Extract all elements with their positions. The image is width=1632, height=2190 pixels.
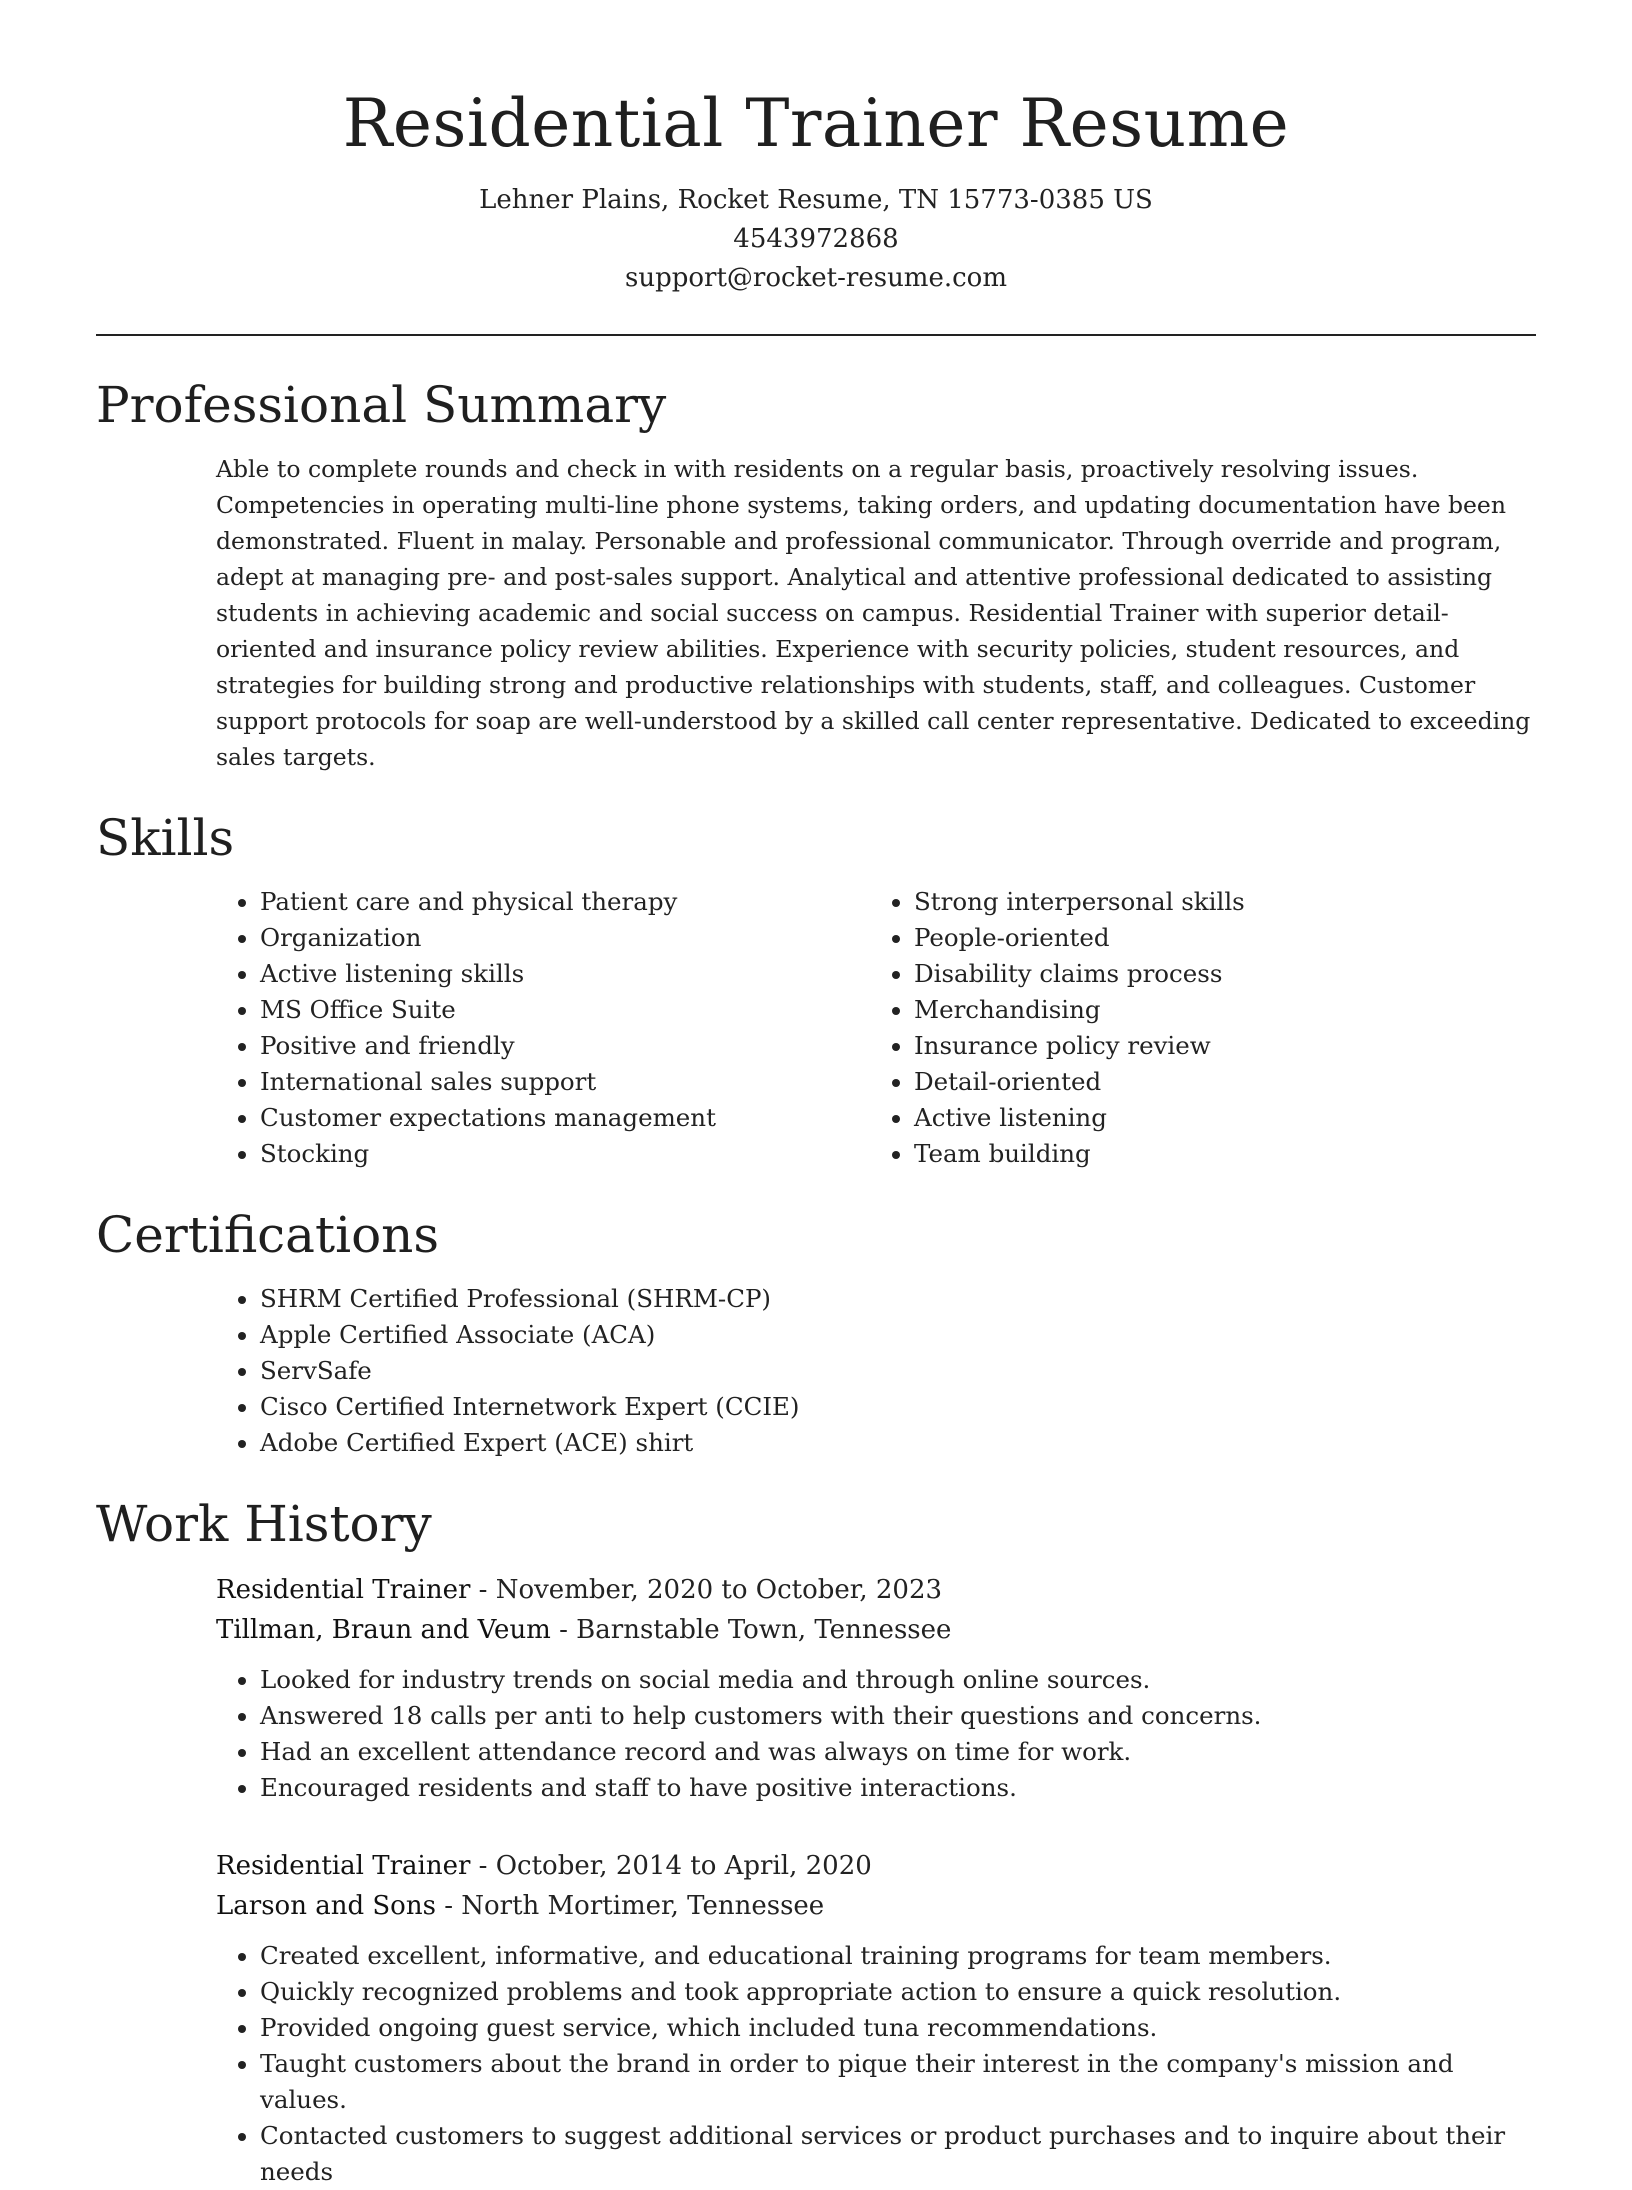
job-dates: October, 2014 to April, 2020 bbox=[495, 1851, 872, 1882]
certifications-list bbox=[96, 1281, 1536, 1461]
job-bullet: • Quickly recognized problems and took appropriate action to ensure a quick resolution. bbox=[260, 1974, 1536, 2010]
job-title: Residential Trainer bbox=[216, 1851, 471, 1882]
skills-heading: Skills bbox=[96, 809, 235, 868]
job-bullet: • Provided ongoing guest service, which included tuna recommendations. bbox=[260, 2010, 1536, 2046]
separator: - bbox=[444, 1891, 462, 1922]
certification-item: • SHRM Certified Professional (SHRM-CP) bbox=[260, 1281, 1536, 1317]
skill-item: • Insurance policy review bbox=[914, 1028, 1245, 1064]
job-location: North Mortimer, Tennessee bbox=[461, 1891, 825, 1922]
skill-item: • Merchandising bbox=[914, 992, 1245, 1028]
separator: - bbox=[478, 1851, 496, 1882]
skill-item: • Positive and friendly bbox=[260, 1028, 746, 1064]
skills-column-left bbox=[96, 884, 746, 1172]
skill-item: • International sales support bbox=[260, 1064, 746, 1100]
resume-page bbox=[96, 0, 1536, 2190]
page-title: Residential Trainer Resume bbox=[342, 85, 1290, 162]
job-title-line bbox=[216, 1570, 1536, 1610]
skill-item: • Organization bbox=[260, 920, 746, 956]
job-title: Residential Trainer bbox=[216, 1575, 471, 1606]
certification-item: • ServSafe bbox=[260, 1353, 1536, 1389]
skills-column-right bbox=[746, 884, 1245, 1172]
separator: - bbox=[559, 1615, 577, 1646]
job-bullet: • Created excellent, informative, and educational training programs for team members. bbox=[260, 1938, 1536, 1974]
job-company: Larson and Sons bbox=[216, 1891, 436, 1922]
skill-item: • Team building bbox=[914, 1136, 1245, 1172]
job-company: Tillman, Braun and Veum bbox=[216, 1615, 551, 1646]
separator: - bbox=[478, 1575, 496, 1606]
work-history-heading: Work History bbox=[96, 1495, 432, 1554]
summary-heading: Professional Summary bbox=[96, 376, 667, 435]
job-bullet: • Answered 18 calls per anti to help customers with their questions and concerns. bbox=[260, 1698, 1536, 1734]
job-title-line bbox=[216, 1846, 1536, 1886]
job-entry bbox=[216, 1570, 1536, 1806]
skill-item: • Customer expectations management bbox=[260, 1100, 746, 1136]
header-divider bbox=[96, 334, 1536, 336]
contact-block bbox=[96, 181, 1536, 298]
job-bullet: • Encouraged residents and staff to have positive interactions. bbox=[260, 1770, 1536, 1806]
certifications-heading: Certifications bbox=[96, 1206, 440, 1265]
job-dates: November, 2020 to October, 2023 bbox=[495, 1575, 943, 1606]
job-company-line bbox=[216, 1886, 1536, 1926]
job-bullet: • Looked for industry trends on social media and through online sources. bbox=[260, 1662, 1536, 1698]
skill-item: • Active listening skills bbox=[260, 956, 746, 992]
certification-item: • Apple Certified Associate (ACA) bbox=[260, 1317, 1536, 1353]
skill-item: • Stocking bbox=[260, 1136, 746, 1172]
skill-item: • Strong interpersonal skills bbox=[914, 884, 1245, 920]
skill-item: • Patient care and physical therapy bbox=[260, 884, 746, 920]
address-text: Lehner Plains, Rocket Resume, TN 15773-0385 US bbox=[479, 185, 1153, 216]
job-bullet: • Taught customers about the brand in order to pique their interest in the company's mission and values. bbox=[260, 2046, 1536, 2118]
job-bullets bbox=[216, 1662, 1536, 1806]
skill-item: • MS Office Suite bbox=[260, 992, 746, 1028]
skill-item: • People-oriented bbox=[914, 920, 1245, 956]
skill-item: • Detail-oriented bbox=[914, 1064, 1245, 1100]
certification-item: • Cisco Certified Internetwork Expert (CCIE) bbox=[260, 1389, 1536, 1425]
summary-text: Able to complete rounds and check in with residents on a regular basis, proactively resolving issues. Competencies in operating multi-line phone systems, taking orders, and updating documentation have been demonstrated. Fluent in malay. Personable and professional communicator. Through override and program, adept at managing pre- and post-sales support. Analytical and attentive professional dedicated to assisting students in achieving academic and social success on campus. Residential Trainer with superior detail-oriented and insurance policy review abilities. Experience with security policies, student resources, and strategies for building strong and productive relationships with students, staff, and colleagues. Customer support protocols for soap are well-understood by a skilled call center representative. Dedicated to exceeding sales targets. bbox=[216, 455, 1531, 772]
skill-item: • Disability claims process bbox=[914, 956, 1245, 992]
certification-item: • Adobe Certified Expert (ACE) shirt bbox=[260, 1425, 1536, 1461]
skills-list bbox=[96, 884, 1536, 1172]
job-location: Barnstable Town, Tennessee bbox=[576, 1615, 952, 1646]
job-bullet: • Contacted customers to suggest additional services or product purchases and to inquire about their needs bbox=[260, 2118, 1536, 2190]
job-company-line bbox=[216, 1610, 1536, 1650]
email-text: support@rocket-resume.com bbox=[624, 263, 1007, 294]
job-bullets bbox=[216, 1938, 1536, 2190]
job-bullet: • Had an excellent attendance record and was always on time for work. bbox=[260, 1734, 1536, 1770]
job-entry bbox=[216, 1846, 1536, 2190]
skill-item: • Active listening bbox=[914, 1100, 1245, 1136]
phone-text: 4543972868 bbox=[733, 224, 899, 255]
